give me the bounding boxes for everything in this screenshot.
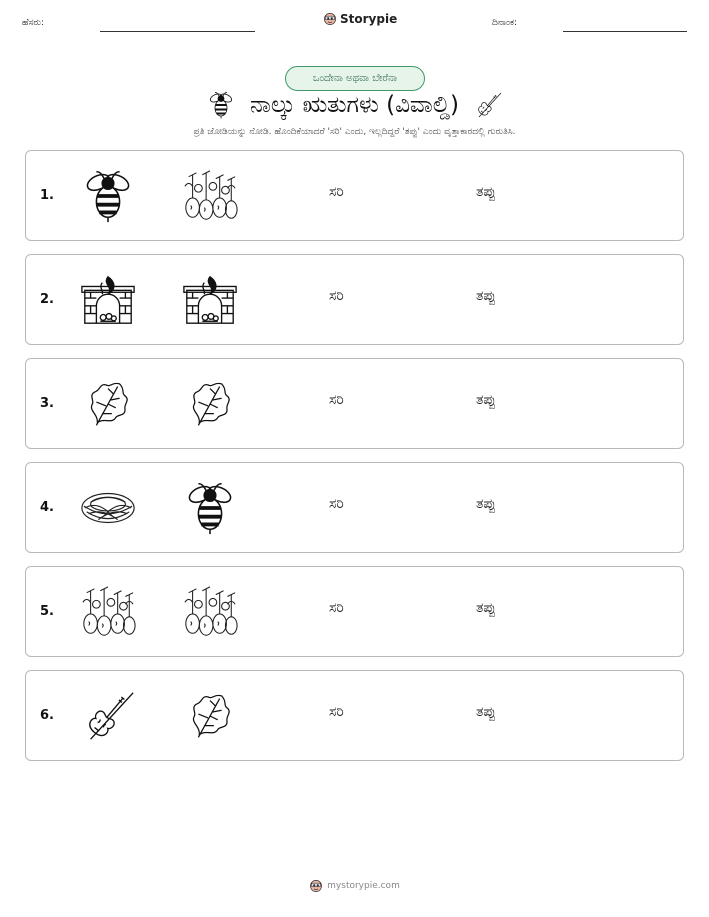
storypie-mascot-icon (309, 879, 323, 893)
option-correct[interactable]: ಸರಿ (329, 184, 344, 200)
activity-type-badge: ಒಂದೇನಾ ಅಥವಾ ಬೇರೆನಾ (285, 66, 425, 91)
worksheet-header (0, 0, 709, 40)
option-wrong[interactable]: ತಪ್ಪು (476, 704, 496, 720)
name-label: ಹೆಸರು: (22, 18, 45, 28)
option-wrong[interactable]: ತಪ್ಪು (476, 392, 496, 408)
date-label: ದಿನಾಂಕ: (492, 18, 518, 28)
question-row (25, 462, 684, 553)
fireplace-icon (79, 271, 137, 329)
footer (0, 879, 709, 893)
option-wrong[interactable]: ತಪ್ಪು (476, 184, 496, 200)
title-row (0, 88, 709, 122)
option-correct[interactable]: ಸರಿ (329, 288, 344, 304)
question-number: 1. (40, 188, 54, 203)
bee-icon (181, 479, 239, 537)
bee-icon (206, 90, 236, 120)
orchestra-icon (79, 583, 137, 641)
option-correct[interactable]: ಸರಿ (329, 600, 344, 616)
option-correct[interactable]: ಸರಿ (329, 704, 344, 720)
name-write-line (100, 31, 255, 32)
footer-url: mystorypie.com (327, 881, 400, 891)
question-row (25, 254, 684, 345)
bee-icon (79, 167, 137, 225)
violin-icon (79, 687, 137, 745)
question-number: 3. (40, 396, 54, 411)
question-number: 4. (40, 500, 54, 515)
orchestra-icon (181, 167, 239, 225)
option-wrong[interactable]: ತಪ್ಪು (476, 600, 496, 616)
storypie-mascot-icon (323, 12, 337, 26)
option-wrong[interactable]: ತಪ್ಪು (476, 496, 496, 512)
leaf-icon (181, 375, 239, 433)
leaf-icon (79, 375, 137, 433)
date-write-line (563, 31, 687, 32)
option-wrong[interactable]: ತಪ್ಪು (476, 288, 496, 304)
page-title: ನಾಲ್ಕು ಋತುಗಳು (ವಿವಾಲ್ಡಿ) (249, 92, 460, 118)
orchestra-icon (181, 583, 239, 641)
violin-icon (473, 90, 503, 120)
brand-name: Storypie (340, 12, 398, 26)
instructions: ಪ್ರತಿ ಜೋಡಿಯನ್ನು ನೋಡಿ. ಹೊಂದಿಕೆಯಾದರೆ 'ಸರಿ' ಎಂದು, ಇಲ್ಲದಿದ್ದರೆ 'ತಪ್ಪು' ಎಂದು ವೃತ್ತಾಕಾರದಲ್ಲಿ ಗುರುತಿಸಿ. (193, 127, 516, 137)
question-number: 6. (40, 708, 54, 723)
option-correct[interactable]: ಸರಿ (329, 496, 344, 512)
question-row (25, 358, 684, 449)
leaf-icon (181, 687, 239, 745)
question-row (25, 566, 684, 657)
question-number: 2. (40, 292, 54, 307)
question-row (25, 150, 684, 241)
brand-logo (323, 12, 397, 26)
question-row (25, 670, 684, 761)
option-correct[interactable]: ಸರಿ (329, 392, 344, 408)
question-number: 5. (40, 604, 54, 619)
fireplace-icon (181, 271, 239, 329)
nest-icon (79, 479, 137, 537)
